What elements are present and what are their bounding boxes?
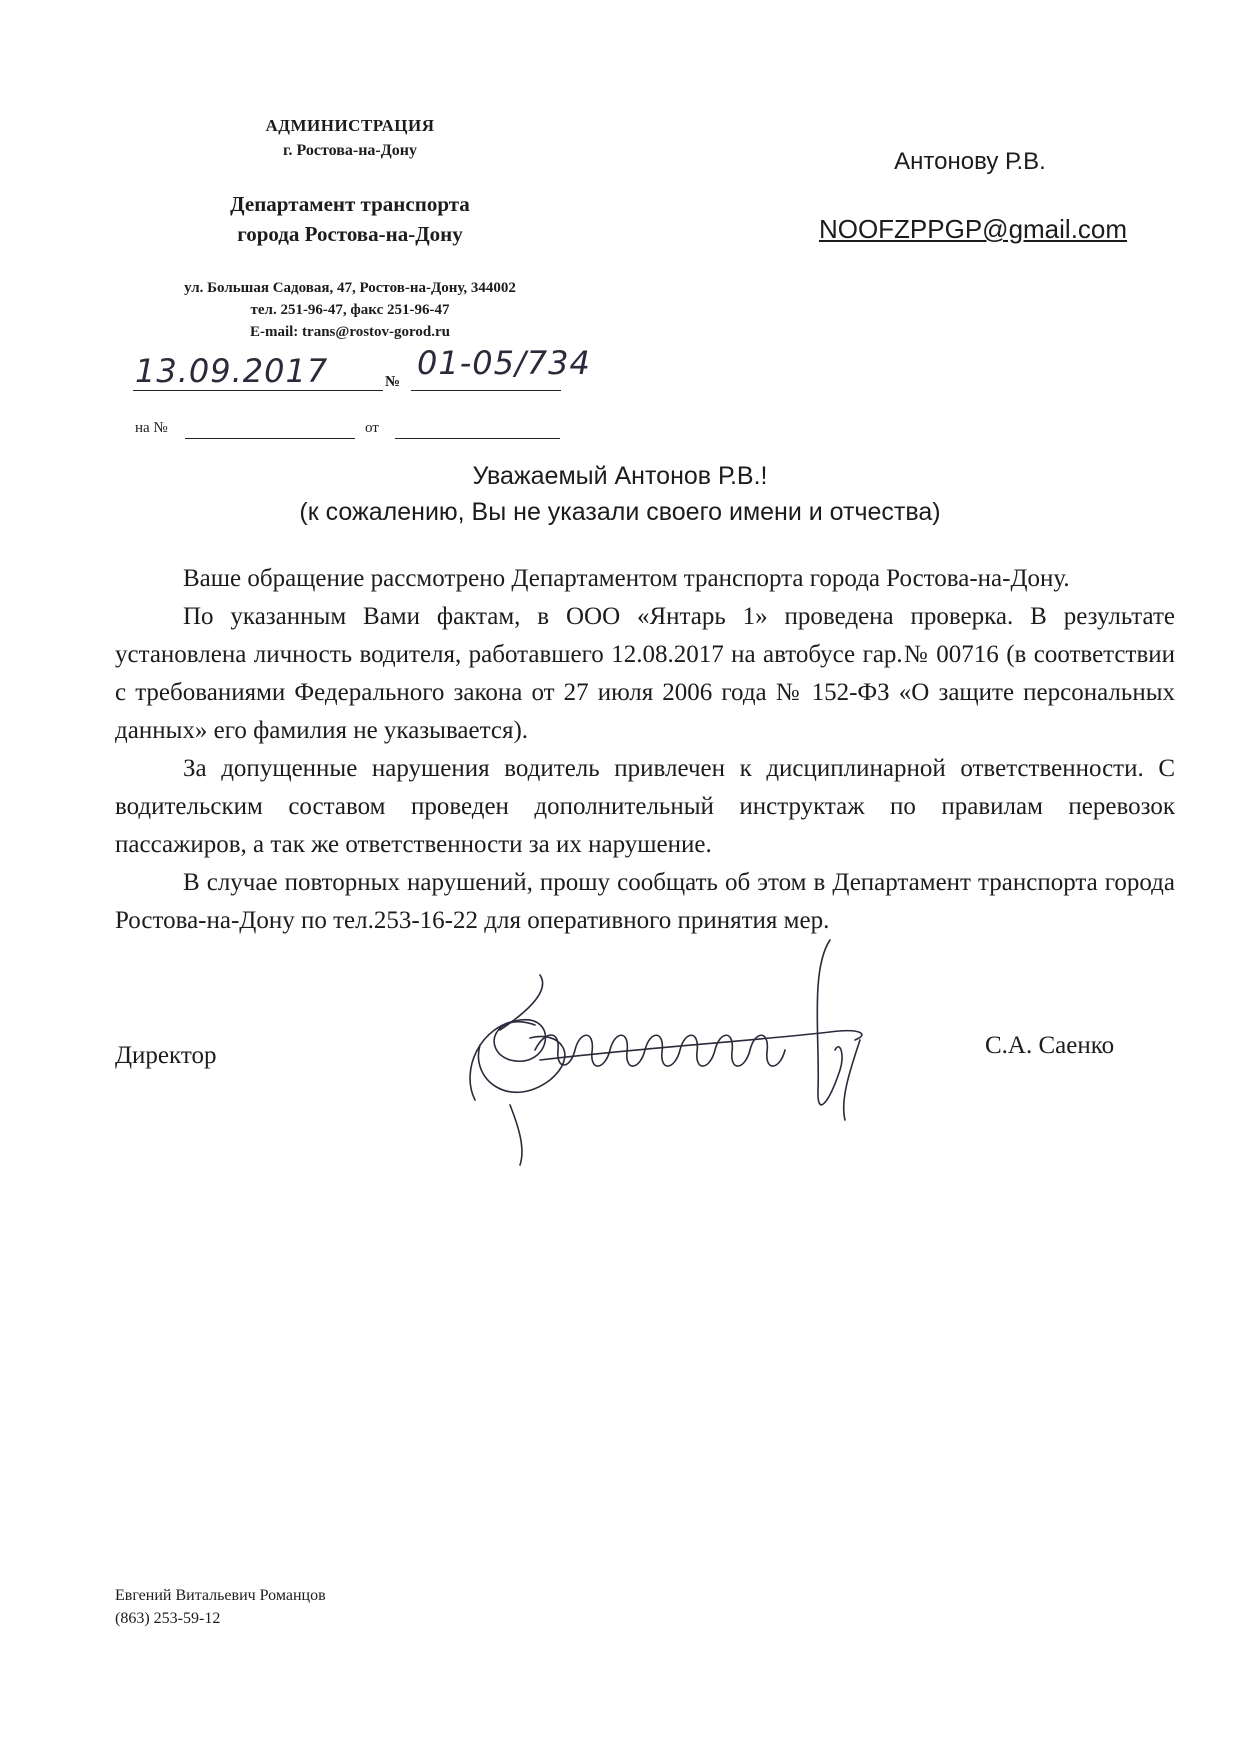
reference-underline xyxy=(185,438,355,439)
date-underline xyxy=(133,390,383,391)
letterhead-department: Департамент транспорта xyxy=(230,192,470,216)
letter-body xyxy=(115,560,1175,940)
letterhead-address: ул. Большая Садовая, 47, Ростов-на-Дону, 344002 xyxy=(184,280,516,296)
letterhead-city: г. Ростова-на-Дону xyxy=(283,142,417,159)
recipient-name: Антонову Р.В. xyxy=(894,148,1046,175)
reference-label: на № xyxy=(135,420,168,436)
reference-from-underline xyxy=(395,438,560,439)
reference-block xyxy=(115,420,615,444)
recipient-email: NOOFZPPGP@gmail.com xyxy=(818,214,1128,244)
body-paragraph-2: По указанным Вами фактам, в ООО «Янтарь 1» проведена проверка. В результате установлена личность водителя, работавшего 12.08.2017 на автобусе гар.№ 00716 (в соответствии с требованиями Федерального закона от 27 июля 2006 года № 152-ФЗ «О защите персональных данных» его фамилия не указывается). xyxy=(115,603,1175,744)
registration-block xyxy=(115,344,615,402)
signature-title: Директор xyxy=(115,1042,217,1069)
executor-phone: (863) 253-59-12 xyxy=(115,1610,221,1627)
handwritten-signature xyxy=(440,930,960,1170)
number-underline xyxy=(411,390,561,391)
letterhead-department-city: города Ростова-на-Дону xyxy=(237,222,463,246)
reference-from-label: от xyxy=(365,420,379,436)
registration-date: 13.09.2017 xyxy=(135,352,329,390)
letterhead-email: E-mail: trans@rostov-gorod.ru xyxy=(249,324,451,340)
signature-name: С.А. Саенко xyxy=(985,1032,1115,1059)
executor-name: Евгений Витальевич Романцов xyxy=(115,1587,326,1604)
letterhead-admin: АДМИНИСТРАЦИЯ xyxy=(265,116,435,135)
letterhead-phone: тел. 251-96-47, факс 251-96-47 xyxy=(250,302,450,318)
salutation: Уважаемый Антонов Р.В.! xyxy=(472,462,768,490)
registration-number: 01-05/734 xyxy=(417,344,591,382)
body-paragraph-1: Ваше обращение рассмотрено Департаментом транспорта города Ростова-на-Дону. xyxy=(183,565,1070,592)
body-paragraph-4: В случае повторных нарушений, прошу сообщать об этом в Департамент транспорта города Ростова-на-Дону по тел.253-16-22 для оперативного принятия мер. xyxy=(115,869,1175,934)
body-paragraph-3: За допущенные нарушения водитель привлечен к дисциплинарной ответственности. С водительским составом проведен дополнительный инструктаж по правилам перевозок пассажиров, а так же ответственности за их нарушение. xyxy=(115,755,1175,858)
number-label: № xyxy=(385,374,401,390)
salutation-note: (к сожалению, Вы не указали своего имени и отчества) xyxy=(299,498,941,526)
